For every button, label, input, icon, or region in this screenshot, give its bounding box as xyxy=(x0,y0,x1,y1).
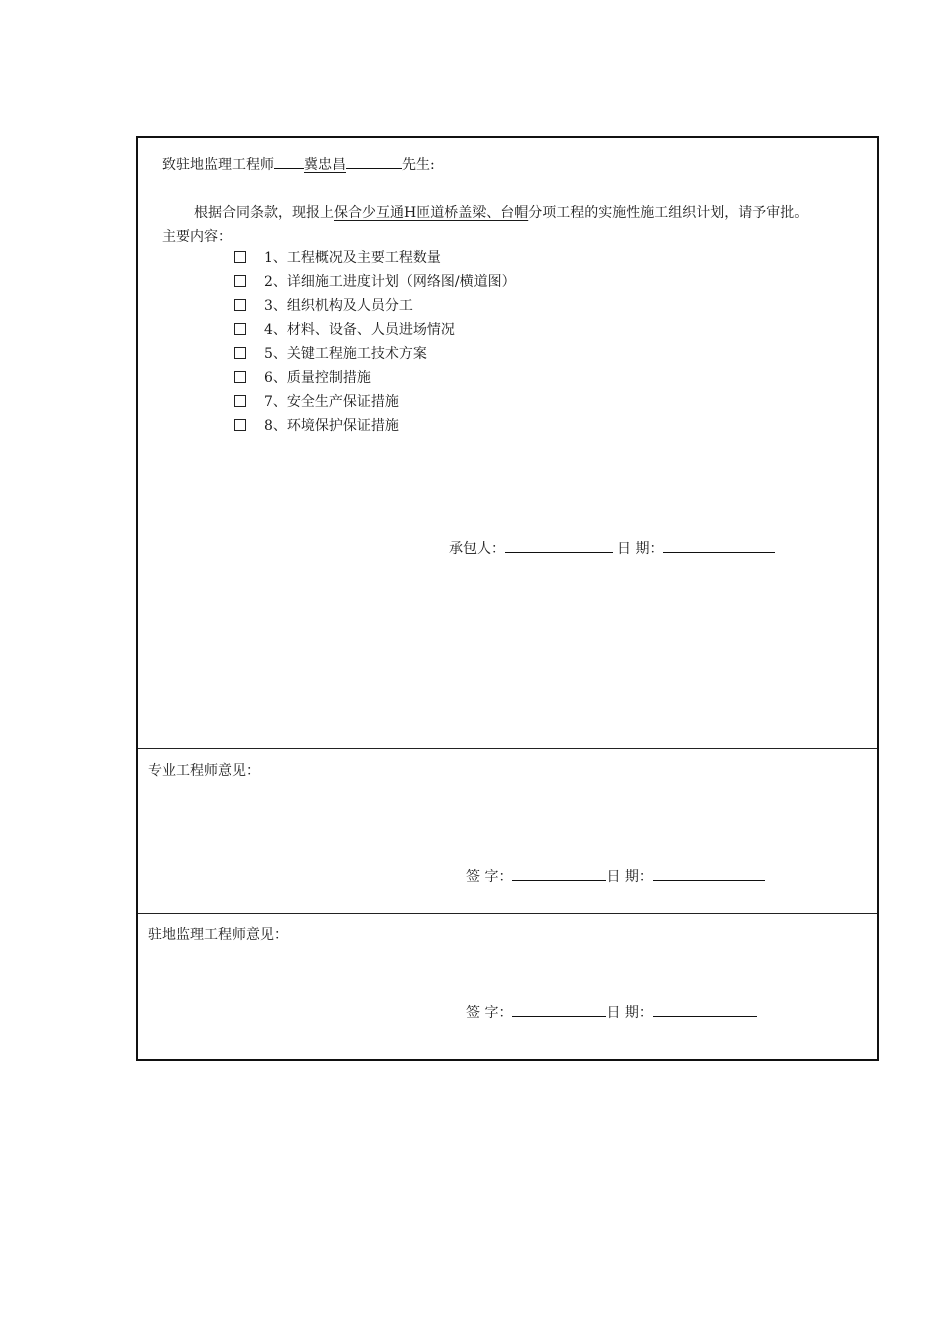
checklist-item-label: 6、质量控制措施 xyxy=(264,370,371,386)
resident-signature-row xyxy=(466,1002,757,1022)
contractor-date-field[interactable] xyxy=(663,538,775,553)
engineer-name: 冀忠昌 xyxy=(304,157,346,173)
intro-lead: 根据合同条款，现报上 xyxy=(194,205,334,221)
checklist-item-label: 3、组织机构及人员分工 xyxy=(264,298,413,314)
checklist-item xyxy=(234,272,516,292)
checkbox[interactable] xyxy=(234,347,246,359)
contractor-date-label: 日 期： xyxy=(617,541,664,557)
contractor-label: 承包人： xyxy=(449,541,505,557)
checkbox[interactable] xyxy=(234,275,246,287)
addressee-suffix: 先生: xyxy=(402,157,435,173)
specialist-sign-field[interactable] xyxy=(512,866,606,881)
checklist-item-label: 1、工程概况及主要工程数量 xyxy=(264,250,441,266)
checkbox[interactable] xyxy=(234,251,246,263)
checklist-item xyxy=(234,248,441,268)
checklist-item-label: 2、详细施工进度计划（网络图/横道图） xyxy=(264,274,516,290)
approval-form xyxy=(136,136,879,1061)
checklist-item-label: 8、环境保护保证措施 xyxy=(264,418,399,434)
checklist-item xyxy=(234,368,371,388)
specialist-sign-label: 签 字： xyxy=(466,869,513,885)
contractor-signature-row xyxy=(449,538,775,558)
contents-label: 主要内容： xyxy=(162,229,232,245)
checklist-item xyxy=(234,296,413,316)
checklist-item-label: 7、安全生产保证措施 xyxy=(264,394,399,410)
checklist-item-label: 5、关键工程施工技术方案 xyxy=(264,346,427,362)
contractor-sign-field[interactable] xyxy=(505,538,613,553)
specialist-opinion-title: 专业工程师意见： xyxy=(148,763,260,779)
specialist-date-field[interactable] xyxy=(653,866,765,881)
section-divider xyxy=(138,748,877,749)
checklist-item-label: 4、材料、设备、人员进场情况 xyxy=(264,322,455,338)
addressee-prefix: 致驻地监理工程师 xyxy=(162,157,274,173)
resident-date-field[interactable] xyxy=(653,1002,757,1017)
checkbox[interactable] xyxy=(234,299,246,311)
checkbox[interactable] xyxy=(234,371,246,383)
resident-date-label: 日 期： xyxy=(606,1005,653,1021)
resident-sign-field[interactable] xyxy=(512,1002,606,1017)
checklist-item xyxy=(234,320,455,340)
intro-paragraph xyxy=(194,202,808,222)
checklist-item xyxy=(234,392,399,412)
checklist-item xyxy=(234,344,427,364)
checklist-item xyxy=(234,416,399,436)
specialist-date-label: 日 期： xyxy=(606,869,653,885)
specialist-signature-row xyxy=(466,866,765,886)
checkbox[interactable] xyxy=(234,395,246,407)
checkbox[interactable] xyxy=(234,323,246,335)
intro-tail: 分项工程的实施性施工组织计划，请予审批。 xyxy=(528,205,809,221)
addressee-line xyxy=(162,154,435,174)
resident-sign-label: 签 字： xyxy=(466,1005,513,1021)
checkbox[interactable] xyxy=(234,419,246,431)
section-divider xyxy=(138,913,877,914)
project-name: 保合少互通H匝道桥盖梁、台帽 xyxy=(334,205,529,221)
resident-opinion-title: 驻地监理工程师意见： xyxy=(148,927,288,943)
